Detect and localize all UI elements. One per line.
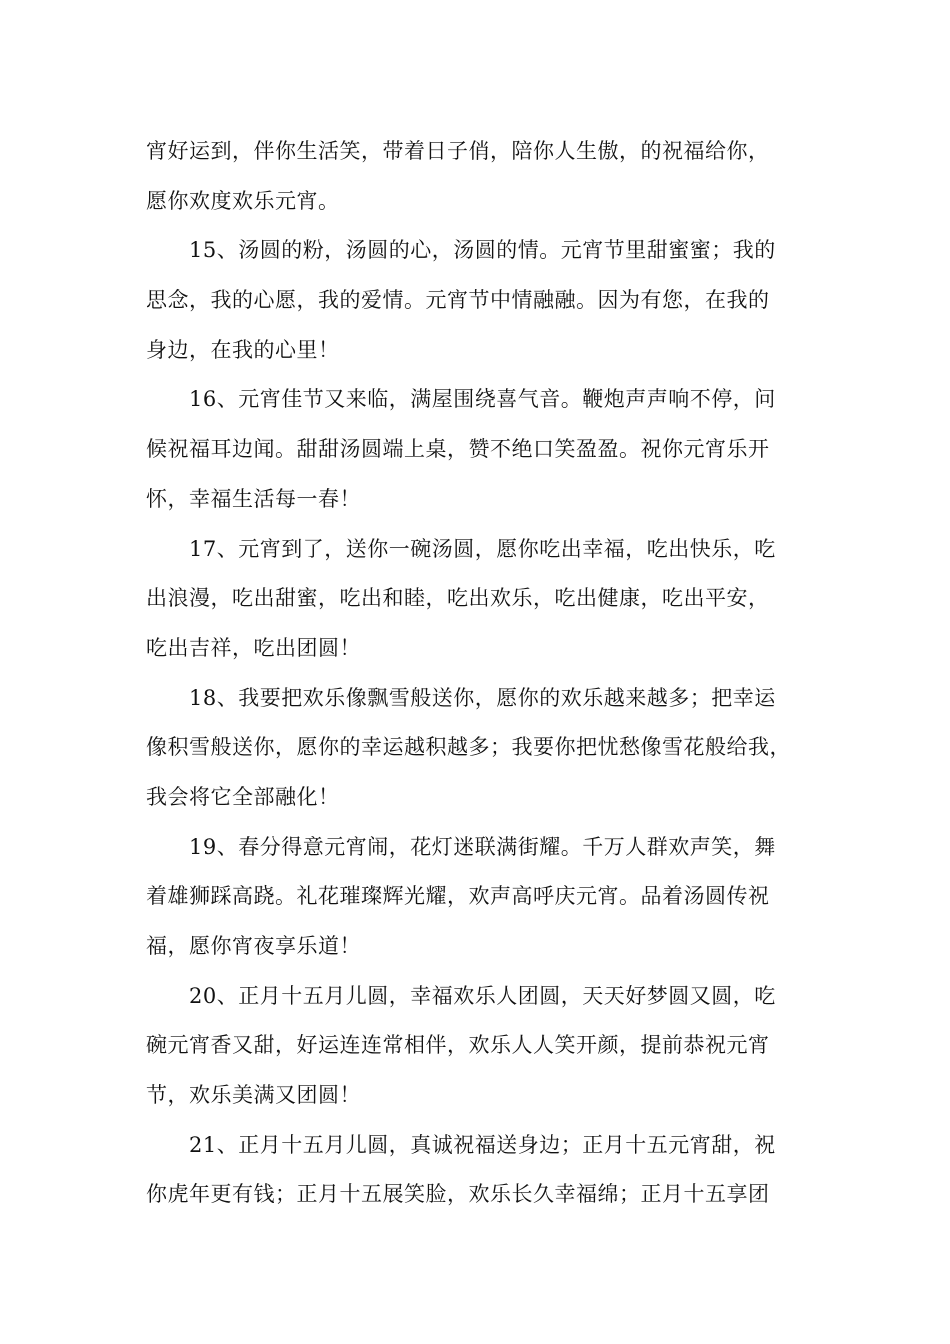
text-line: 出浪漫，吃出甜蜜，吃出和睦，吃出欢乐，吃出健康，吃出平安， bbox=[146, 586, 770, 611]
paragraph-start-20: 20、正月十五月儿圆，幸福欢乐人团圆，天天好梦圆又圆，吃 bbox=[189, 983, 776, 1008]
paragraph-start-15: 15、汤圆的粉，汤圆的心，汤圆的情。元宵节里甜蜜蜜；我的 bbox=[189, 238, 776, 263]
text-line: 怀，幸福生活每一春！ bbox=[146, 486, 361, 511]
text-line: 节，欢乐美满又团圆！ bbox=[146, 1083, 361, 1108]
text-line: 着雄狮踩高跷。礼花璀璨辉光耀，欢声高呼庆元宵。品着汤圆传祝 bbox=[146, 884, 770, 909]
text-line: 候祝福耳边闻。甜甜汤圆端上桌，赞不绝口笑盈盈。祝你元宵乐开 bbox=[146, 437, 770, 462]
text-line: 福，愿你宵夜享乐道！ bbox=[146, 934, 361, 958]
text-line: 宵好运到，伴你生活笑，带着日子俏，陪你人生傲，的祝福给你， bbox=[146, 139, 770, 163]
text-line: 碗元宵香又甜，好运连连常相伴，欢乐人人笑开颜，提前恭祝元宵 bbox=[146, 1033, 770, 1058]
paragraph-start-16: 16、元宵佳节又来临，满屋围绕喜气音。鞭炮声声响不停，问 bbox=[189, 387, 776, 412]
text-line: 吃出吉祥，吃出团圆！ bbox=[146, 635, 361, 660]
text-line: 愿你欢度欢乐元宵。 bbox=[146, 188, 340, 213]
text-line: 我会将它全部融化！ bbox=[146, 784, 340, 809]
paragraph-start-21: 21、正月十五月儿圆，真诚祝福送身边；正月十五元宵甜，祝 bbox=[189, 1132, 776, 1157]
paragraph-start-18: 18、我要把欢乐像飘雪般送你，愿你的欢乐越来越多；把幸运 bbox=[189, 685, 776, 710]
text-line: 像积雪般送你，愿你的幸运越积越多；我要你把忧愁像雪花般给我， bbox=[146, 735, 791, 760]
document-body bbox=[146, 127, 826, 1220]
text-line: 思念，我的心愿，我的爱情。元宵节中情融融。因为有您，在我的 bbox=[146, 288, 770, 313]
text-line: 身边，在我的心里！ bbox=[146, 337, 340, 362]
paragraph-start-17: 17、元宵到了，送你一碗汤圆，愿你吃出幸福，吃出快乐，吃 bbox=[189, 536, 776, 561]
paragraph-start-19: 19、春分得意元宵闹，花灯迷联满街耀。千万人群欢声笑，舞 bbox=[189, 834, 776, 859]
text-line: 你虎年更有钱；正月十五展笑脸，欢乐长久幸福绵；正月十五享团 bbox=[146, 1182, 770, 1207]
